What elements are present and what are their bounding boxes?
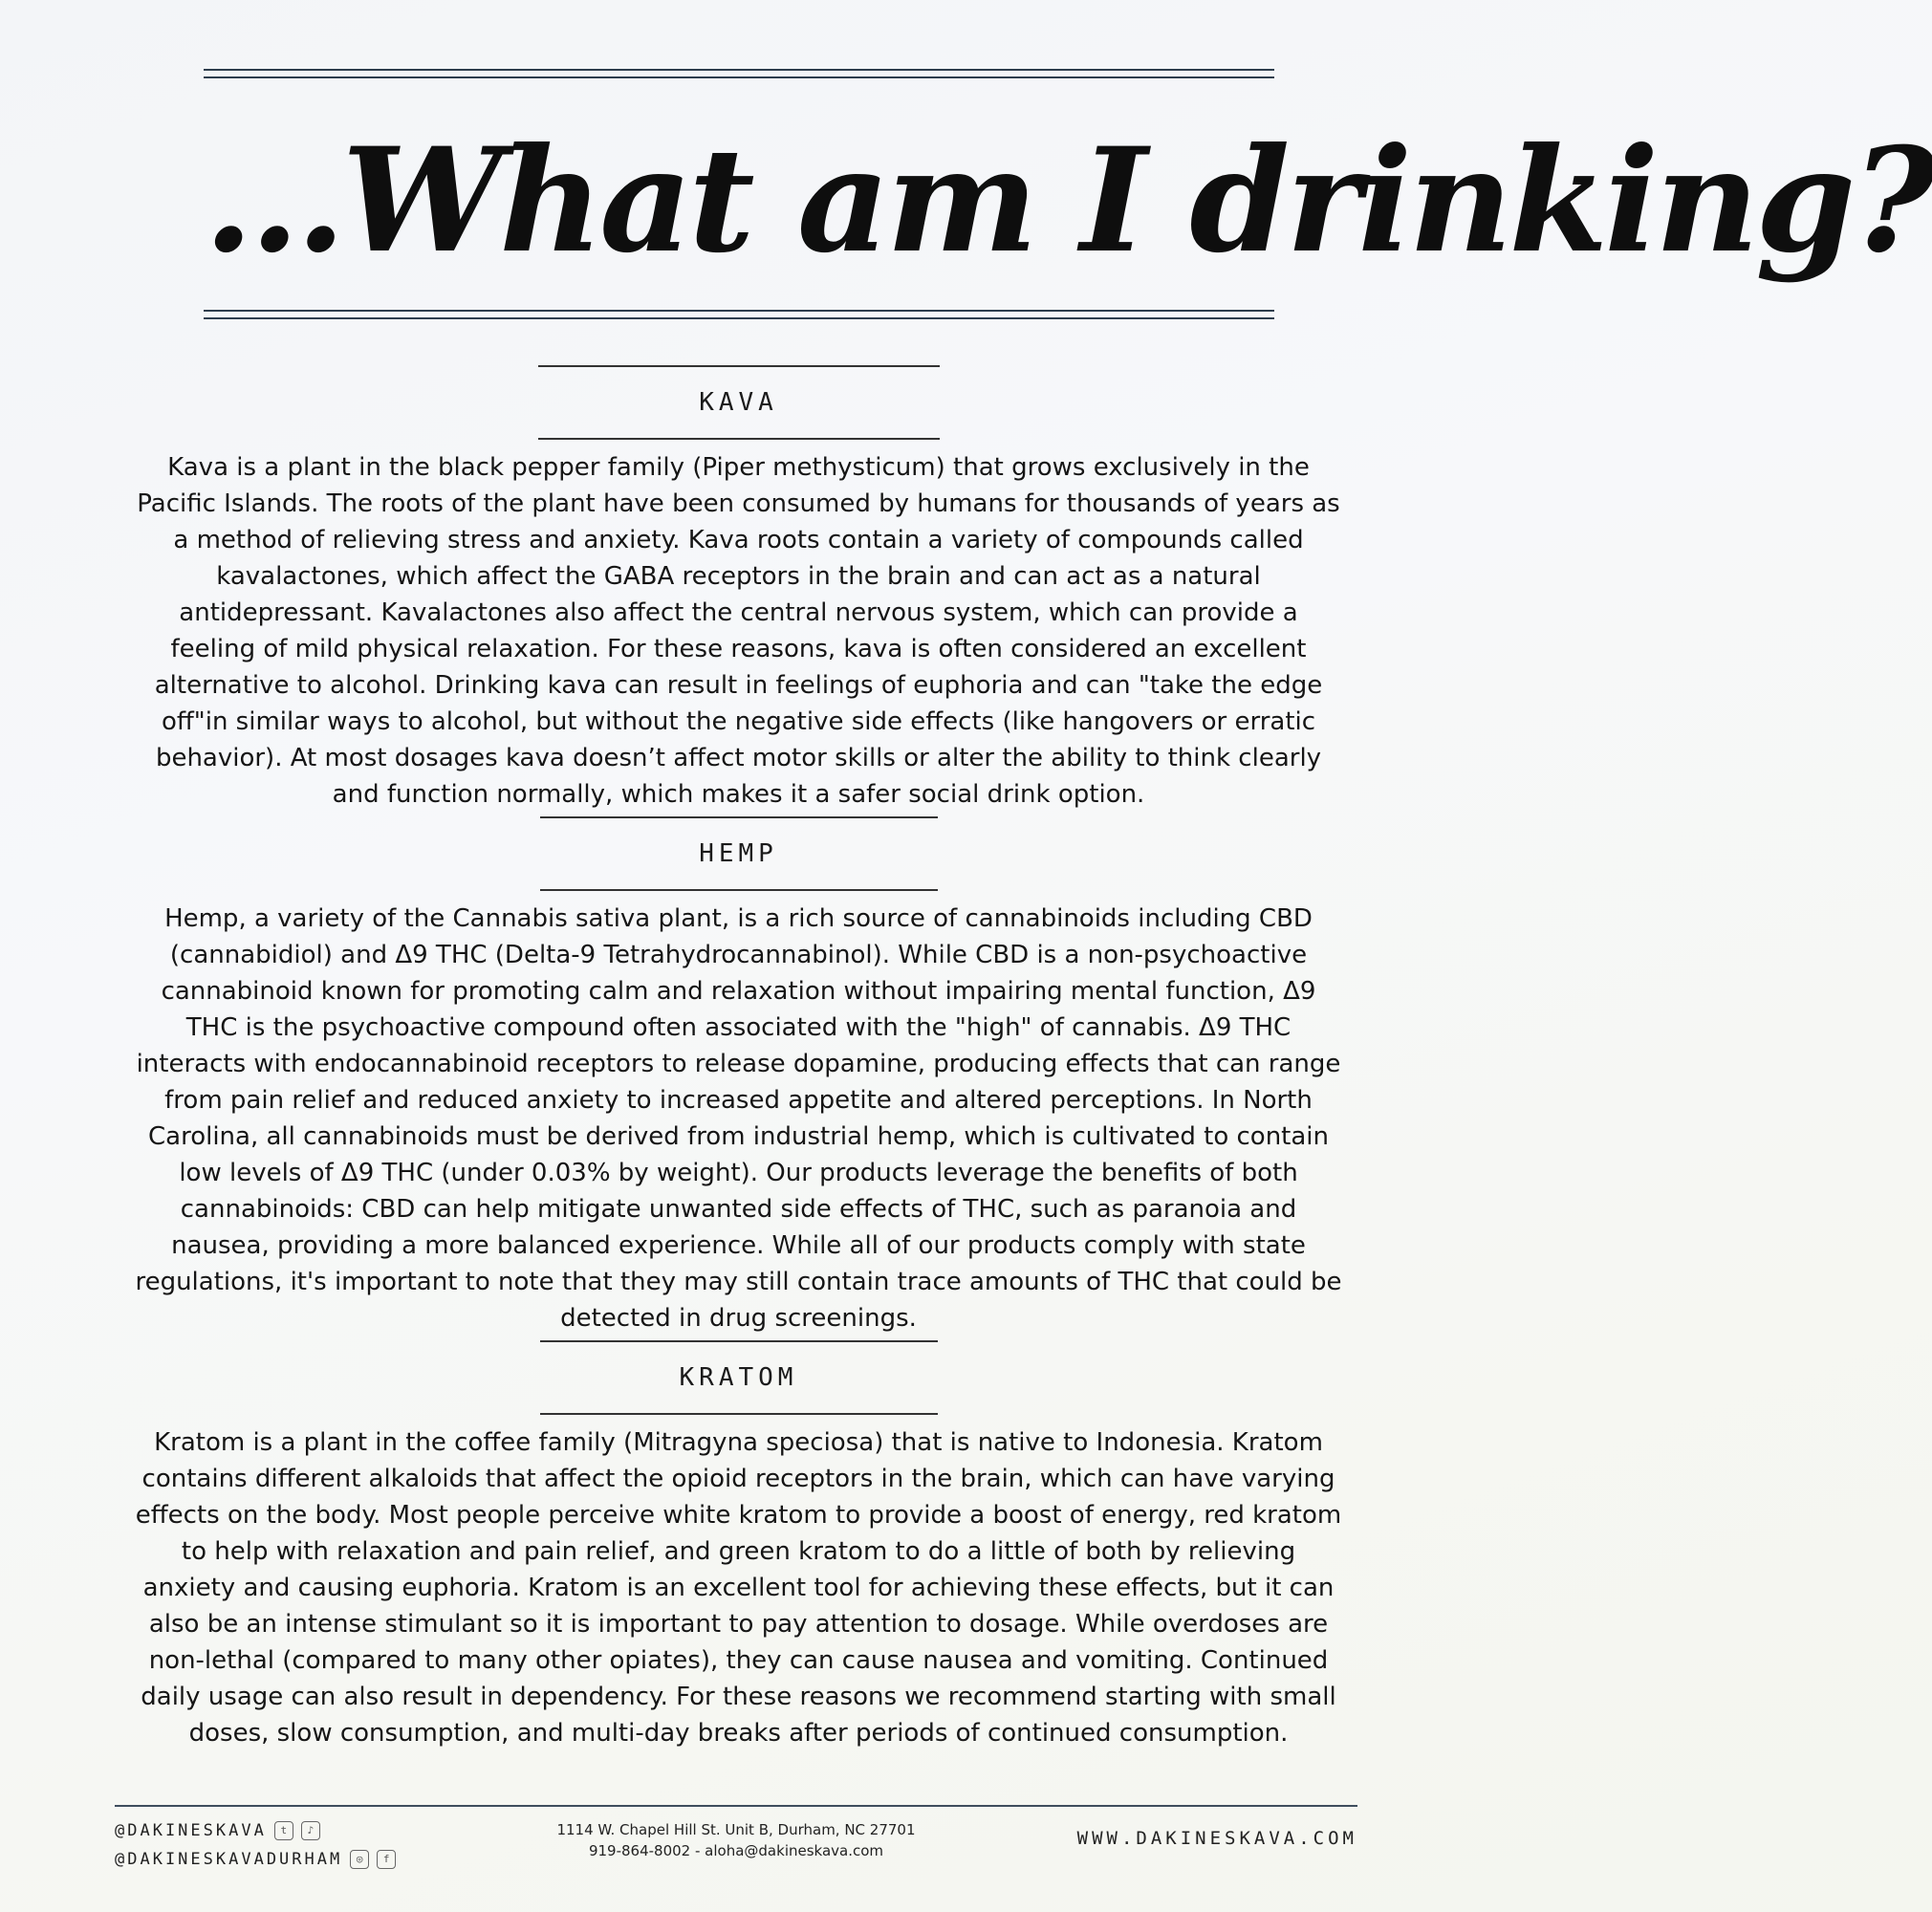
section-hemp: [134, 816, 1343, 1336]
heading-rule-bottom: [540, 889, 938, 891]
section-title: KAVA: [699, 388, 778, 417]
title-rule-top-2: [204, 76, 1274, 78]
section-kratom: [134, 1340, 1343, 1751]
social-handle-durham[interactable]: [115, 1845, 396, 1874]
heading-rule-bottom: [540, 1413, 938, 1415]
section-title: HEMP: [699, 839, 778, 868]
section-title: KRATOM: [679, 1363, 798, 1392]
section-heading: [538, 365, 940, 440]
twitter-icon[interactable]: t: [274, 1821, 293, 1840]
social-handle-primary[interactable]: [115, 1816, 396, 1845]
tiktok-icon[interactable]: ♪: [301, 1821, 320, 1840]
section-heading: [540, 1340, 938, 1415]
section-body: Hemp, a variety of the Cannabis sativa plant, is a rich source of cannabinoids including CBD (cannabidiol) and Δ9 THC (Delta-9 Tetrahydrocannabinol). While CBD is a non-psychoactive cannabinoid known for promoting calm and relaxation without impairing mental function, Δ9 THC is the psychoactive compound often associated with the "high" of cannabis. Δ9 THC interacts with endocannabinoid receptors to release dopamine, producing effects that can range from pain relief and reduced anxiety to increased appetite and altered perceptions. In North Carolina, all cannabinoids must be derived from industrial hemp, which is cultivated to contain low levels of Δ9 THC (under 0.03% by weight). Our products leverage the benefits of both cannabinoids: CBD can help mitigate unwanted side effects of THC, such as paranoia and nausea, providing a more balanced experience. While all of our products comply with state regulations, it's important to note that they may still contain trace amounts of THC that could be detected in drug screenings.: [135, 904, 1342, 1333]
contact-info: [535, 1819, 937, 1861]
facebook-icon[interactable]: f: [377, 1850, 396, 1869]
section-body: Kava is a plant in the black pepper family (Piper methysticum) that grows exclusively in the Pacific Islands. The roots of the plant have been consumed by humans for thousands of years as a method of relieving stress and anxiety. Kava roots contain a variety of compounds called kavalactones, which affect the GABA receptors in the brain and can act as a natural antidepressant. Kavalactones also affect the central nervous system, which can provide a feeling of mild physical relaxation. For these reasons, kava is often considered an excellent alternative to alcohol. Drinking kava can result in feelings of euphoria and can "take the edge off"in similar ways to alcohol, but without the negative side effects (like hangovers or erratic behavior). At most dosages kava doesn’t affect motor skills or alter the ability to think clearly and function normally, which makes it a safer social drink option.: [137, 453, 1340, 809]
title-rule-bottom-2: [204, 317, 1274, 319]
website-link[interactable]: WWW.DAKINESKAVA.COM: [1076, 1828, 1357, 1849]
handle-text: @DAKINESKAVA: [115, 1821, 267, 1840]
section-heading: [540, 816, 938, 891]
heading-rule-bottom: [538, 438, 940, 440]
page-title: ...What am I drinking?: [204, 117, 1932, 285]
footer-rule: [115, 1805, 1357, 1807]
handle-text: @DAKINESKAVADURHAM: [115, 1850, 343, 1869]
title-rule-bottom-1: [204, 310, 1274, 312]
title-rule-top-1: [204, 69, 1274, 71]
section-body: Kratom is a plant in the coffee family (Mitragyna speciosa) that is native to Indonesia. Kratom contains different alkaloids that affect the opioid receptors in the brain, which can have varying effects on the body. Most people perceive white kratom to provide a boost of energy, red kratom to help with relaxation and pain relief, and green kratom to do a little of both by relieving anxiety and causing euphoria. Kratom is an excellent tool for achieving these effects, but it can also be an intense stimulant so it is important to pay attention to dosage. While overdoses are non-lethal (compared to many other opiates), they can cause nausea and vomiting. Continued daily usage can also result in dependency. For these reasons we recommend starting with small doses, slow consumption, and multi-day breaks after periods of continued consumption.: [135, 1428, 1342, 1748]
social-handles: [115, 1816, 396, 1874]
phone-email[interactable]: 919-864-8002 - aloha@dakineskava.com: [588, 1842, 884, 1859]
street-address: 1114 W. Chapel Hill St. Unit B, Durham, NC 27701: [556, 1821, 916, 1838]
instagram-icon[interactable]: ◎: [350, 1850, 369, 1869]
section-kava: [134, 365, 1343, 813]
